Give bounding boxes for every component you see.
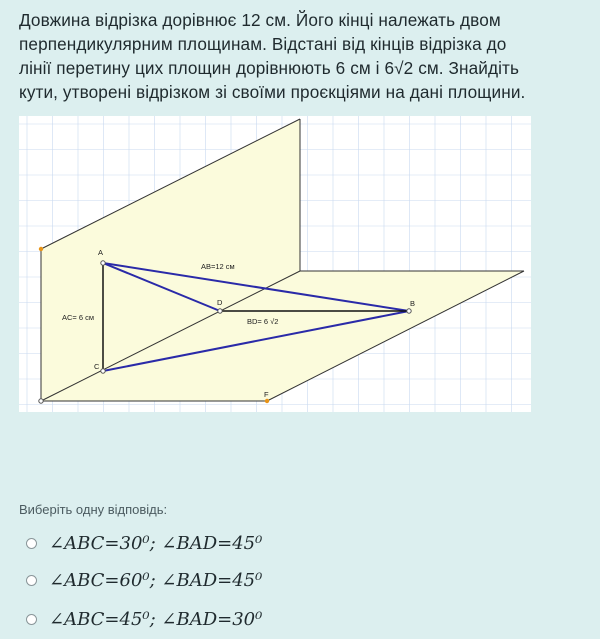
point-marker	[39, 399, 43, 403]
point-b-marker	[407, 309, 411, 313]
point-a-marker	[101, 261, 105, 265]
question-line: перпендикулярним площинам. Відстані від кінців відрізка до	[19, 34, 507, 54]
label-ab-length: AB=12 см	[201, 262, 235, 271]
answer-prompt: Виберіть одну відповідь:	[19, 502, 168, 517]
figure-svg	[19, 116, 531, 412]
point-f-marker	[265, 399, 269, 403]
radio-button[interactable]	[26, 575, 37, 586]
question-line: лінії перетину цих площин дорівнюють 6 см і 6√2 см. Знайдіть	[19, 58, 520, 78]
radio-button[interactable]	[26, 538, 37, 549]
label-c: C	[94, 362, 100, 371]
radio-button[interactable]	[26, 614, 37, 625]
label-ac-length: AC= 6 см	[62, 313, 95, 322]
point-marker	[39, 247, 43, 251]
point-d-marker	[218, 309, 222, 313]
answer-option-2[interactable]	[26, 567, 262, 593]
point-c-marker	[101, 369, 105, 373]
answer-option-text: ∠ABC=30⁰; ∠BAD=45⁰	[49, 532, 263, 554]
label-d: D	[217, 298, 223, 307]
question-line: Довжина відрізка дорівнює 12 см. Його кінці належать двом	[19, 10, 501, 30]
answer-option-text: ∠ABC=60⁰; ∠BAD=45⁰	[49, 569, 263, 591]
label-b: B	[410, 299, 416, 308]
question-text	[19, 8, 589, 104]
label-f: F	[264, 390, 269, 399]
label-a: A	[98, 248, 104, 257]
answer-option-1[interactable]	[26, 530, 262, 556]
label-bd-length: BD= 6 √2	[247, 317, 279, 326]
answer-option-3[interactable]	[26, 606, 262, 632]
answer-option-text: ∠ABC=45⁰; ∠BAD=30⁰	[49, 608, 263, 630]
question-line: кути, утворені відрізком зі своїми проєкціями на дані площини.	[19, 82, 526, 102]
geometry-figure	[19, 116, 531, 412]
